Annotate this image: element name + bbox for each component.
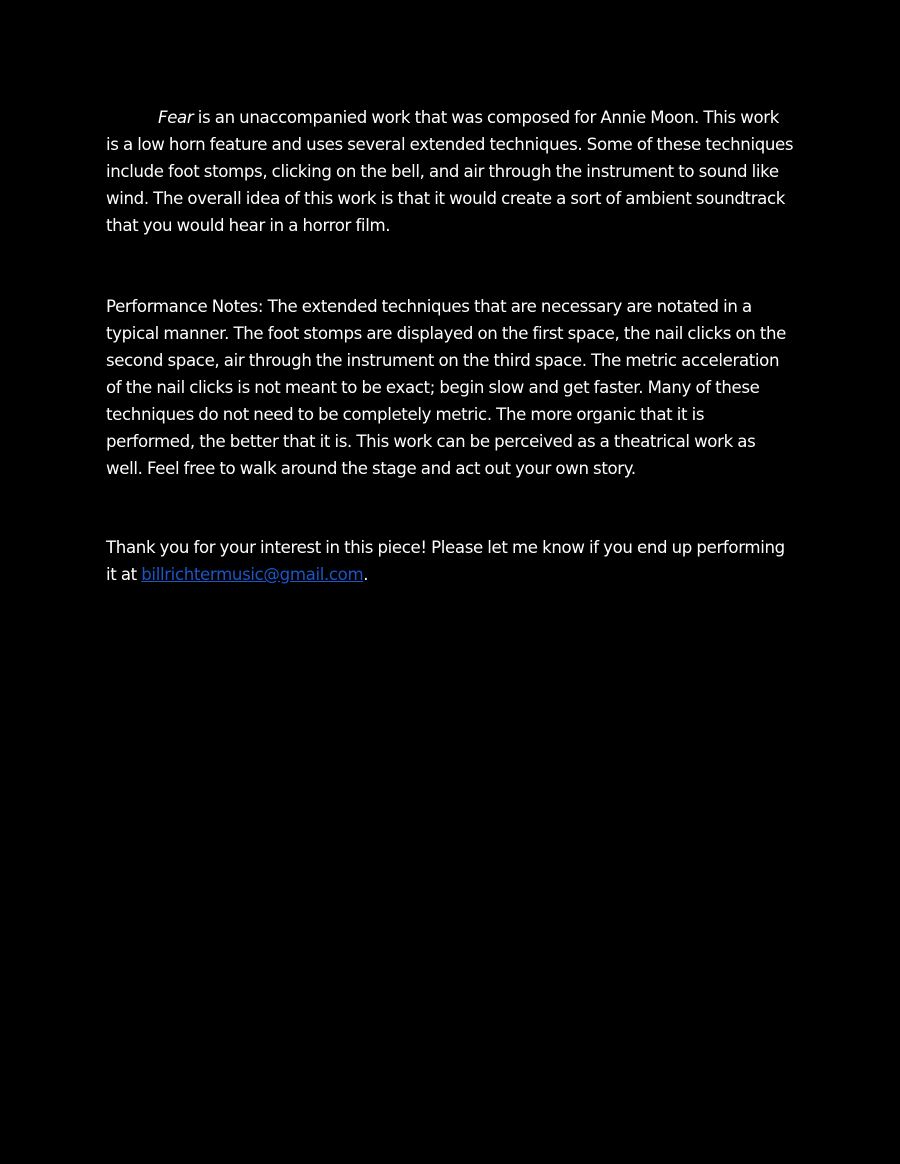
performance-notes-paragraph: Performance Notes: The extended techniques that are necessary are notated in a typical manner. The foot stomps are displayed on the first space, the nail clicks on the second space, air through the instrument on the third space. The metric acceleration of the nail clicks is not meant to be exact; begin slow and get faster. Many of these techniques do not need to be completely metric. The more organic that it is performed, the better that it is. This work can be perceived as a theatrical work as well. Feel free to walk around the stage and act out your own story. [106,297,787,478]
document-page [106,104,794,588]
paragraph-spacer [106,482,794,534]
paragraph-spacer [106,239,794,293]
intro-paragraph [106,104,794,239]
email-link[interactable]: billrichtermusic@gmail.com [141,565,364,584]
closing-paragraph [106,534,794,588]
work-title: Fear [158,108,194,127]
closing-text: Thank you for your interest in this piece! Please let me know if you end up performing it at [106,538,785,584]
intro-text: is an unaccompanied work that was composed for Annie Moon. This work is a low horn feature and uses several extended techniques. Some of these techniques include foot stomps, clicking on the bell, and air through the instrument to sound like wind. The overall idea of this work is that it would create a sort of ambient soundtrack that you would hear in a horror film. [106,108,794,235]
closing-period: . [363,565,369,584]
